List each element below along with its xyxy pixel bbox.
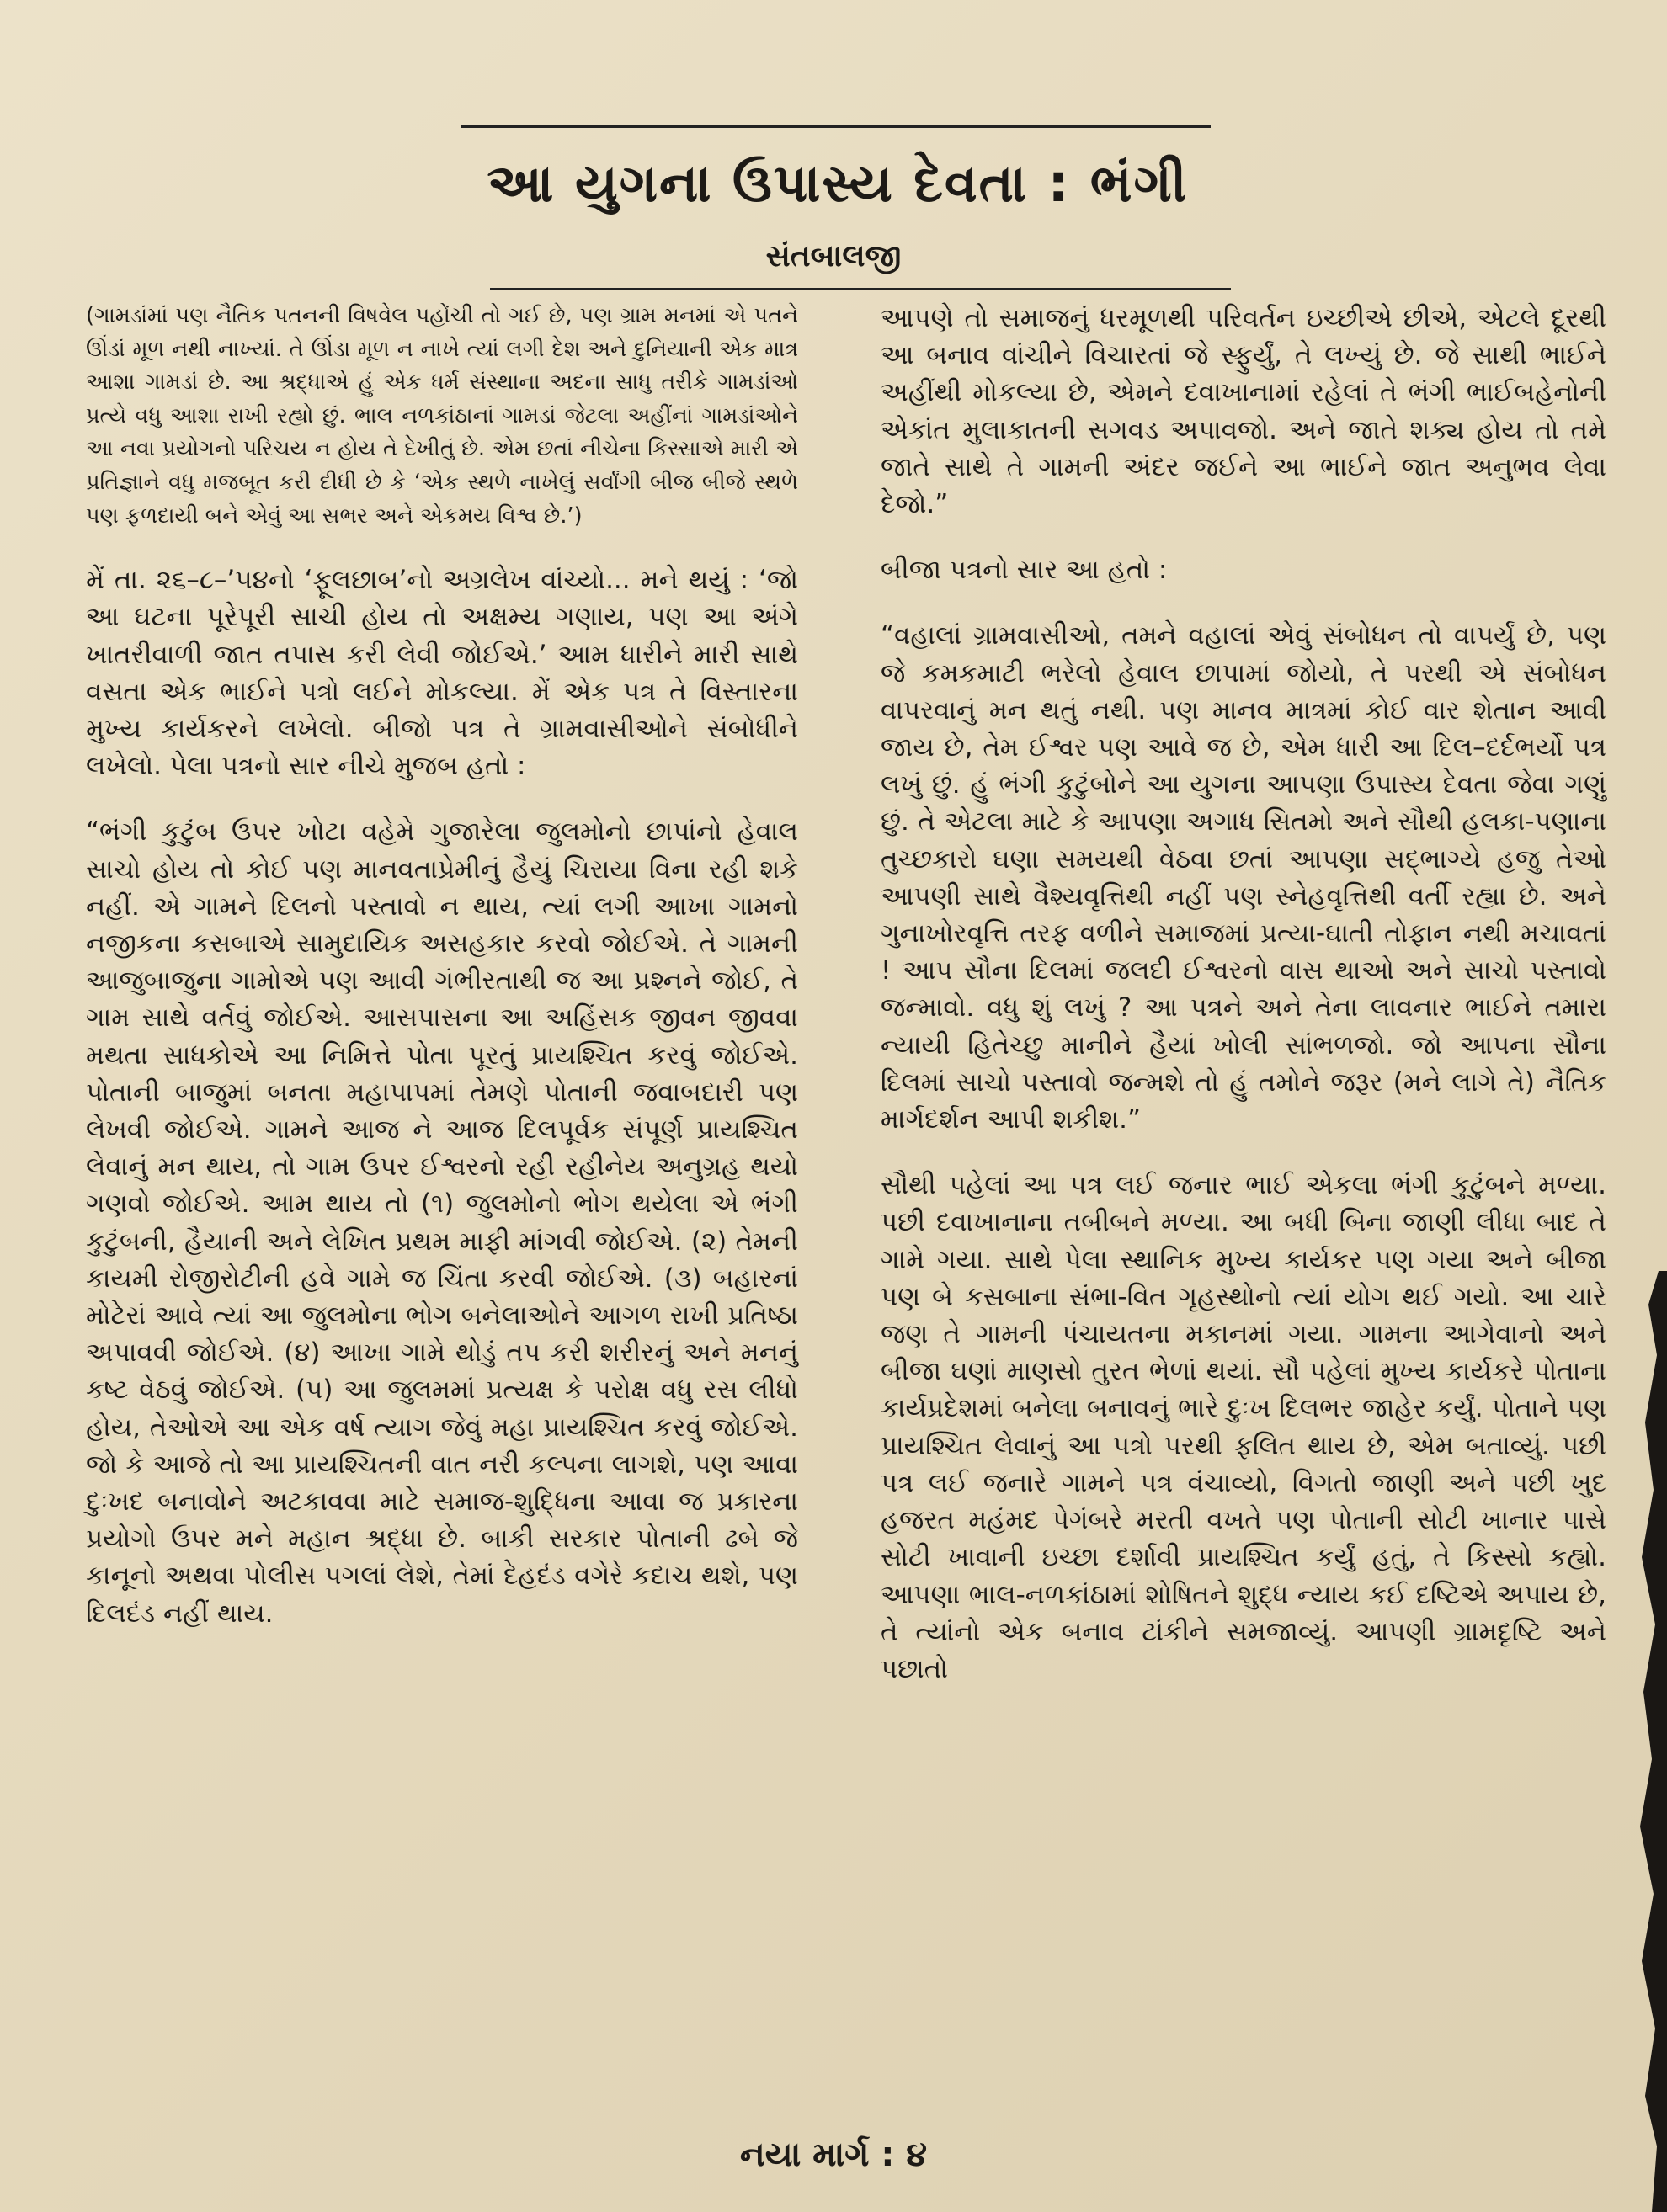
letter-paragraph: “વહાલાં ગ્રામવાસીઓ, તમને વહાલાં એવું સંબોધન તો વાપર્યું છે, પણ જે કમકમાટી ભરેલો હેવાલ છાપામાં જોયો, તે પરથી એ સંબોધન વાપરવાનું મન થતું નથી. પણ માનવ માત્રમાં કોઈ વાર શેતાન આવી જાય છે, તેમ ઈશ્વર પણ આવે જ છે, એમ ધારી આ દિલ–દર્દભર્યો પત્ર લખું છું. હું ભંગી કુટુંબોને આ યુગના આપણા ઉપાસ્ય દેવતા જેવા ગણું છું. તે એટલા માટે કે આપણા અગાધ સિતમો અને સૌથી હલકા-પણાના તુચ્છકારો ઘણા સમયથી વેઠવા છતાં આપણા સદ્ભાગ્યે હજુ તેઓ આપણી સાથે વૈશ્યવૃત્તિથી નહીં પણ સ્નેહવૃત્તિથી વર્તી રહ્યા છે. અને ગુનાખોરવૃત્તિ તરફ વળીને સમાજમાં પ્રત્યા-ઘાતી તોફાન નથી મચાવતાં ! આપ સૌના દિલમાં જલદી ઈશ્વરનો વાસ થાઓ અને સાચો પસ્તાવો જન્માવો. વધુ શું લખું ? આ પત્રને અને તેના લાવનાર ભાઈને તમારા ન્યાયી હિતેચ્છુ માનીને હૈયાં ખોલી સાંભળજો. જો આપના સૌના દિલમાં સાચો પસ્તાવો જન્મશે તો હું તમોને જરૂર (મને લાગે તે) નૈતિક માર્ગદર્શન આપી શકીશ.” <box>881 620 1606 1135</box>
torn-edge <box>1633 1271 1667 2212</box>
letter-paragraph: “ભંગી કુટુંબ ઉપર ખોટા વહેમે ગુજારેલા જુલમોનો છાપાંનો હેવાલ સાચો હોય તો કોઈ પણ માનવતાપ્રેમીનું હૈયું ચિરાયા વિના રહી શકે નહીં. એ ગામને દિલનો પસ્તાવો ન થાય, ત્યાં લગી આખા ગામનો નજીકના કસબાએ સામુદાયિક અસહકાર કરવો જોઈએ. તે ગામની આજુબાજુના ગામોએ પણ આવી ગંભીરતાથી જ આ પ્રશ્નને જોઈ, તે ગામ સાથે વર્તવું જોઈએ. આસપાસના આ અહિંસક જીવન જીવવા મથતા સાધકોએ આ નિમિત્તે પોતા પૂરતું પ્રાયશ્ચિત કરવું જોઈએ. પોતાની બાજુમાં બનતા મહાપાપમાં તેમણે પોતાની જવાબદારી પણ લેખવી જોઈએ. ગામને આજ ને આજ દિલપૂર્વક સંપૂર્ણ પ્રાયશ્ચિત લેવાનું મન થાય, તો ગામ ઉપર ઈશ્વરનો રહી રહીનેય અનુગ્રહ થયો ગણવો જોઈએ. આમ થાય તો (૧) જુલમોનો ભોગ થયેલા એ ભંગી કુટુંબની, હૈયાની અને લેખિત પ્રથમ માફી માંગવી જોઈએ. (૨) તેમની કાયમી રોજીરોટીની હવે ગામે જ ચિંતા કરવી જોઈએ. (૩) બહારનાં મોટેરાં આવે ત્યાં આ જુલમોના ભોગ બનેલાઓને આગળ રાખી પ્રતિષ્ઠા અપાવવી જોઈએ. (૪) આખા ગામે થોડું તપ કરી શરીરનું અને મનનું કષ્ટ વેઠવું જોઈએ. (૫) આ જુલમમાં પ્રત્યક્ષ કે પરોક્ષ વધુ રસ લીધો હોય, તેઓએ આ એક વર્ષ ત્યાગ જેવું મહા પ્રાયશ્ચિત કરવું જોઈએ. જો કે આજે તો આ પ્રાયશ્ચિતની વાત નરી કલ્પના લાગશે, પણ આવા દુઃખદ બનાવોને અટકાવવા માટે સમાજ-શુદ્ધિના આવા જ પ્રકારના પ્રયોગો ઉપર મને મહાન શ્રદ્ધા છે. બાકી સરકાર પોતાની ઢબે જે કાનૂનો અથવા પોલીસ પગલાં લેશે, તેમાં દેહદંડ વગેરે કદાચ થશે, પણ દિલદંડ નહીં થાય. <box>86 816 798 1629</box>
left-column <box>86 300 798 1632</box>
paragraph-gap <box>881 1138 1606 1167</box>
paragraph-gap <box>86 784 798 813</box>
body-paragraph: મેં તા. ૨૬–૮–’૫૪નો ‘ફૂલછાબ’નો અગ્રલેખ વાંચ્યો... મને થયું : ‘જો આ ઘટના પૂરેપૂરી સાચી હોય તો અક્ષમ્ય ગણાય, પણ આ અંગે ખાતરીવાળી જાત તપાસ કરી લેવી જોઈએ.’ આમ ધારીને મારી સાથે વસતા એક ભાઈને પત્રો લઈને મોકલ્યા. મેં એક પત્ર તે વિસ્તારના મુખ્ય કાર્યકરને લખેલો. બીજો પત્ર તે ગ્રામવાસીઓને સંબોધીને લખેલો. પેલા પત્રનો સાર નીચે મુજબ હતો : <box>86 565 798 782</box>
intro-paragraph: (ગામડાંમાં પણ નૈતિક પતનની વિષવેલ પહોંચી તો ગઈ છે, પણ ગ્રામ મનમાં એ પતને ઊંડાં મૂળ નથી નાખ્યાં. તે ઊંડા મૂળ ન નાખે ત્યાં લગી દેશ અને દુનિયાની એક માત્ર આશા ગામડાં છે. આ શ્રદ્ધાએ હું એક ધર્મ સંસ્થાના અદના સાધુ તરીકે ગામડાંઓ પ્રત્યે વધુ આશા રાખી રહ્યો છું. ભાલ નળકાંઠાનાં ગામડાં જેટલા અહીંનાં ગામડાંઓને આ નવા પ્રયોગનો પરિચય ન હોય તે દેખીતું છે. એમ છતાં નીચેના કિસ્સાએ મારી એ પ્રતિજ્ઞાને વધુ મજબૂત કરી દીધી છે કે ‘એક સ્થળે નાખેલું સર્વાંગી બીજ બીજે સ્થળે પણ ફળદાયી બને એવું આ સભર અને એકમય વિશ્વ છે.’) <box>86 303 798 529</box>
right-column <box>881 300 1606 1688</box>
paragraph-gap <box>881 523 1606 551</box>
article-title: આ યુગના ઉપાસ્ય દેવતા : ભંગી <box>487 152 1189 214</box>
body-paragraph: સૌથી પહેલાં આ પત્ર લઈ જનાર ભાઈ એકલા ભંગી કુટુંબને મળ્યા. પછી દવાખાનાના તબીબને મળ્યા. આ બધી બિના જાણી લીધા બાદ તે ગામે ગયા. સાથે પેલા સ્થાનિક મુખ્ય કાર્યકર પણ ગયા અને બીજા પણ બે કસબાના સંભા-વિત ગૃહસ્થોનો ત્યાં યોગ થઈ ગયો. આ ચારે જણ તે ગામની પંચાયતના મકાનમાં ગયા. ગામના આગેવાનો અને બીજા ઘણાં માણસો તુરત ભેળાં થયાં. સૌ પહેલાં મુખ્ય કાર્યકરે પોતાના કાર્યપ્રદેશમાં બનેલા બનાવનું ભારે દુઃખ દિલભર જાહેર કર્યું. પોતાને પણ પ્રાયશ્ચિત લેવાનું આ પત્રો પરથી ફલિત થાય છે, એમ બતાવ્યું. પછી પત્ર લઈ જનારે ગામને પત્ર વંચાવ્યો, વિગતો જાણી અને પછી ખુદ હજરત મહંમદ પેગંબરે મરતી વખતે પણ પોતાની સોટી ખાનાર પાસે સોટી ખાવાની ઇચ્છા દર્શાવી પ્રાયશ્ચિત કર્યું હતું, તે કિસ્સો કહ્યો. આપણા ભાલ-નળકાંઠામાં શોષિતને શુદ્ધ ન્યાય કઈ દષ્ટિએ અપાય છે, તે ત્યાંનો એક બનાવ ટાંકીને સમજાવ્યું. આપણી ગ્રામદૃષ્ટિ અને પછાતો <box>881 1170 1606 1684</box>
page-folio: નયા માર્ગ : ૪ <box>739 2135 928 2174</box>
paragraph-gap <box>881 588 1606 617</box>
article-author: સંતબાલજી <box>765 239 902 274</box>
author-rule <box>490 288 1231 290</box>
paragraph-gap <box>86 533 798 561</box>
body-paragraph: આપણે તો સમાજનું ધરમૂળથી પરિવર્તન ઇચ્છીએ છીએ, એટલે દૂરથી આ બનાવ વાંચીને વિચારતાં જે સ્ફુર્યું, તે લખ્યું છે. જે સાથી ભાઈને અહીંથી મોકલ્યા છે, એમને દવાખાનામાં રહેલાં તે ભંગી ભાઈબહેનોની એકાંત મુલાકાતની સગવડ અપાવજો. અને જાતે શક્ય હોય તો તમે જાતે સાથે તે ગામની અંદર જઈને આ ભાઈને જાત અનુભવ લેવા દેજો.” <box>881 303 1606 520</box>
body-paragraph: બીજા પત્રનો સાર આ હતો : <box>881 555 1168 586</box>
top-rule <box>461 125 1211 128</box>
